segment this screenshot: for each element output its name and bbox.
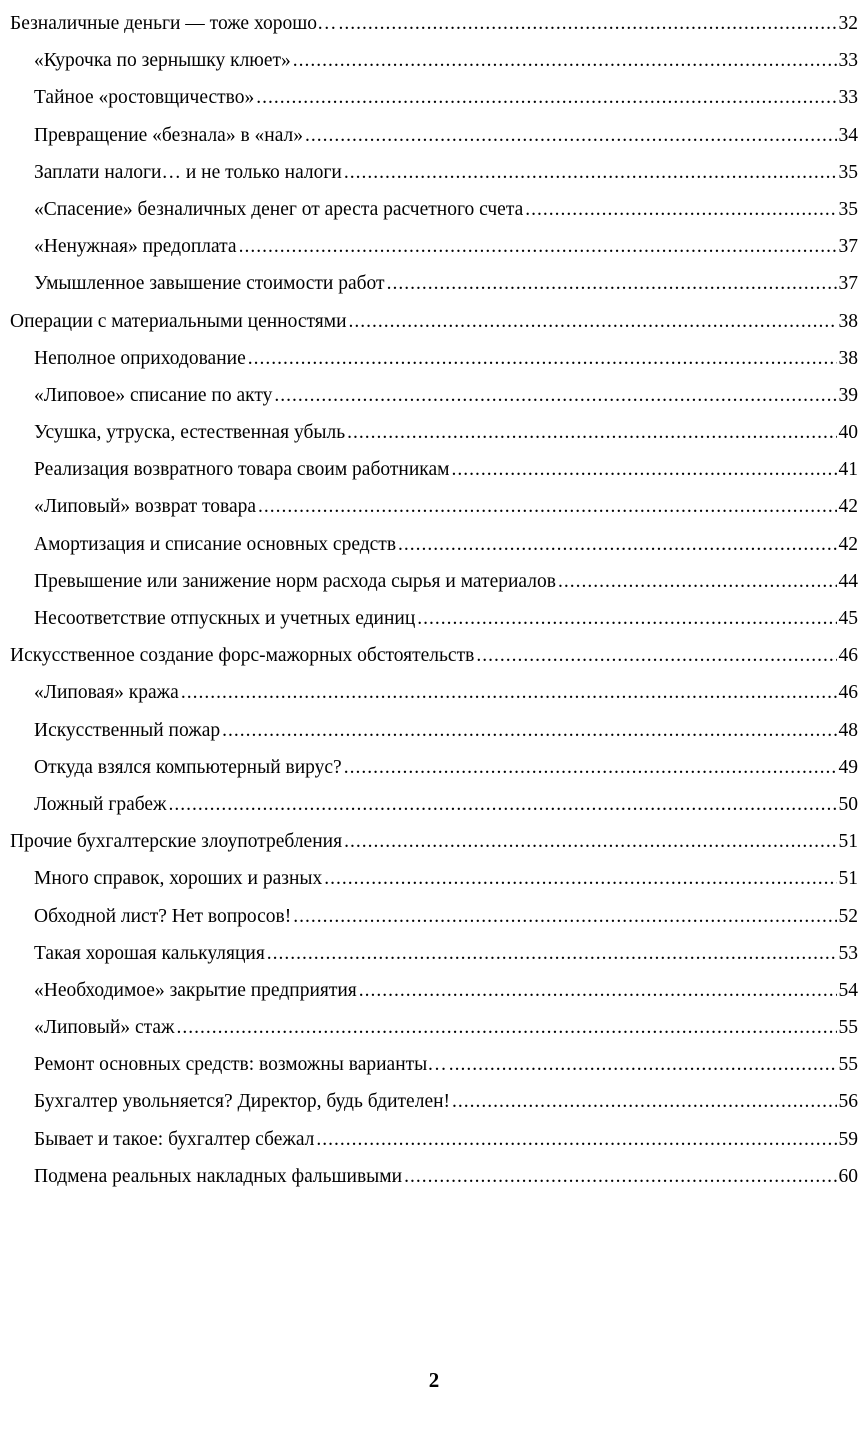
toc-entry-page: 50	[838, 793, 858, 815]
toc-entry-page: 35	[838, 161, 858, 183]
toc-dot-leader	[293, 898, 836, 935]
toc-entry-title: Несоответствие отпускных и учетных единиц	[34, 608, 416, 629]
toc-subsection	[10, 117, 858, 154]
toc-entry-page: 51	[838, 831, 858, 853]
toc-entry-title: Подмена реальных накладных фальшивыми	[34, 1165, 403, 1187]
toc-subsection	[10, 674, 858, 711]
toc-entry-page: 46	[838, 645, 858, 667]
toc-entry-page: 42	[838, 496, 858, 518]
toc-subsection	[10, 154, 858, 191]
toc-subsection	[10, 228, 858, 265]
toc-dot-leader	[558, 563, 837, 600]
toc-entry-page: 38	[838, 310, 858, 332]
toc-entry-title: «Курочка по зернышку клюет»	[34, 50, 291, 72]
toc-entry-page: 38	[838, 347, 858, 369]
toc-section	[10, 303, 858, 340]
toc-dot-leader	[417, 600, 836, 637]
toc-dot-leader	[248, 340, 837, 377]
toc-dot-leader	[181, 674, 837, 711]
toc-entry-title: Много справок, хороших и разных	[34, 868, 323, 890]
toc-entry-page: 52	[838, 905, 858, 927]
toc-entry-title: «Липовый» стаж	[34, 1017, 175, 1039]
toc-dot-leader	[449, 1046, 837, 1083]
toc-dot-leader	[347, 414, 836, 451]
toc-entry-page: 60	[838, 1165, 858, 1187]
toc-dot-leader	[169, 786, 837, 823]
toc-subsection	[10, 1121, 858, 1158]
toc-entry-page: 41	[838, 459, 858, 481]
toc-subsection	[10, 451, 858, 488]
toc-entry-title: Ложный грабеж	[34, 793, 167, 815]
toc-entry-title: Превращение «безнала» в «нал»	[34, 124, 304, 146]
toc-dot-leader	[256, 79, 836, 116]
toc-entry-title: Ремонт основных средств: возможны варианты…	[34, 1054, 447, 1076]
toc-dot-leader	[359, 972, 837, 1009]
toc-dot-leader	[349, 303, 837, 340]
toc-entry-title: Искусственное создание форс-мажорных обстоятельств	[10, 645, 475, 667]
toc-dot-leader	[177, 1009, 837, 1046]
toc-entry-title: Откуда взялся компьютерный вирус?	[34, 756, 342, 778]
toc-dot-leader	[344, 823, 836, 860]
toc-entry-page: 56	[838, 1091, 858, 1113]
toc-dot-leader	[316, 1121, 836, 1158]
toc-entry-page: 37	[838, 236, 858, 258]
toc-entry-page: 49	[838, 756, 858, 778]
toc-subsection	[10, 377, 858, 414]
toc-subsection	[10, 860, 858, 897]
toc-entry-title: «Необходимое» закрытие предприятия	[34, 979, 357, 1001]
toc-entry-title: Обходной лист? Нет вопросов!	[34, 905, 292, 927]
toc-dot-leader	[344, 154, 837, 191]
toc-entry-title: Амортизация и списание основных средств	[34, 533, 397, 555]
toc-dot-leader	[398, 526, 836, 563]
toc-dot-leader	[476, 637, 836, 674]
toc-dot-leader	[222, 712, 836, 749]
toc-entry-page: 40	[838, 422, 858, 444]
toc-subsection	[10, 79, 858, 116]
toc-dot-leader	[267, 935, 837, 972]
toc-subsection	[10, 898, 858, 935]
toc-entry-title: «Липовое» списание по акту	[34, 384, 273, 406]
toc-entry-title: Заплати налоги… и не только налоги	[34, 161, 342, 183]
toc-entry-title: Бывает и такое: бухгалтер сбежал	[34, 1128, 315, 1150]
toc-subsection	[10, 42, 858, 79]
toc-entry-page: 55	[838, 1017, 858, 1039]
toc-subsection	[10, 1009, 858, 1046]
toc-subsection	[10, 526, 858, 563]
toc-subsection	[10, 265, 858, 302]
page-number: 2	[428, 1368, 440, 1392]
toc-dot-leader	[387, 265, 837, 302]
toc-entry-title: Умышленное завышение стоимости работ	[34, 273, 385, 295]
toc-dot-leader	[305, 117, 836, 154]
toc-subsection	[10, 563, 858, 600]
toc-entry-page: 42	[838, 533, 858, 555]
toc-entry-page: 53	[838, 942, 858, 964]
toc-entry-page: 33	[838, 50, 858, 72]
toc-entry-page: 46	[838, 682, 858, 704]
toc-entry-page: 34	[838, 124, 858, 146]
toc-section	[10, 637, 858, 674]
toc-entry-page: 39	[838, 384, 858, 406]
toc-entry-page: 48	[838, 719, 858, 741]
toc-dot-leader	[258, 488, 836, 525]
toc-entry-title: Такая хорошая калькуляция	[34, 942, 265, 964]
toc-entry-page: 54	[838, 979, 858, 1001]
toc-dot-leader	[293, 42, 837, 79]
toc-dot-leader	[344, 749, 837, 786]
toc-entry-title: «Липовый» возврат товара	[34, 496, 257, 518]
toc-entry-title: «Спасение» безналичных денег от ареста расчетного счета	[34, 198, 524, 220]
toc-subsection	[10, 712, 858, 749]
toc-entry-page: 55	[838, 1054, 858, 1076]
toc-section	[10, 823, 858, 860]
toc-dot-leader	[338, 5, 836, 42]
toc-entry-page: 51	[838, 868, 858, 890]
toc-dot-leader	[274, 377, 836, 414]
toc-subsection	[10, 935, 858, 972]
toc-entry-title: Реализация возвратного товара своим работникам	[34, 459, 450, 481]
toc-entry-page: 37	[838, 273, 858, 295]
toc-subsection	[10, 191, 858, 228]
toc-entry-page: 35	[838, 198, 858, 220]
toc-dot-leader	[525, 191, 836, 228]
toc-entry-title: Тайное «ростовщичество»	[34, 87, 255, 109]
toc-entry-title: Превышение или занижение норм расхода сырья и материалов	[34, 570, 556, 592]
toc-subsection	[10, 340, 858, 377]
toc-subsection	[10, 786, 858, 823]
toc-subsection	[10, 1046, 858, 1083]
toc-dot-leader	[452, 1083, 836, 1120]
toc-entry-page: 44	[838, 570, 858, 592]
toc-subsection	[10, 972, 858, 1009]
table-of-contents	[10, 5, 858, 1195]
toc-entry-title: Операции с материальными ценностями	[10, 310, 347, 332]
toc-entry-page: 33	[838, 87, 858, 109]
toc-entry-title: Безналичные деньги — тоже хорошо…	[10, 13, 337, 34]
toc-entry-title: «Липовая» кража	[34, 682, 179, 704]
toc-entry-title: Бухгалтер увольняется? Директор, будь бдителен!	[34, 1091, 451, 1113]
toc-section	[10, 5, 858, 42]
toc-subsection	[10, 414, 858, 451]
toc-dot-leader	[404, 1158, 836, 1195]
toc-subsection	[10, 1158, 858, 1195]
toc-entry-title: Усушка, утруска, естественная убыль	[34, 422, 346, 444]
toc-entry-title: «Ненужная» предоплата	[34, 236, 237, 258]
toc-entry-title: Прочие бухгалтерские злоупотребления	[10, 831, 343, 853]
toc-dot-leader	[451, 451, 836, 488]
toc-entry-title: Неполное оприходование	[34, 347, 246, 369]
toc-entry-page: 32	[838, 13, 858, 34]
toc-dot-leader	[324, 860, 836, 897]
toc-subsection	[10, 1083, 858, 1120]
toc-dot-leader	[239, 228, 837, 265]
toc-entry-page: 59	[838, 1128, 858, 1150]
toc-entry-title: Искусственный пожар	[34, 719, 221, 741]
toc-subsection	[10, 488, 858, 525]
toc-entry-page: 45	[838, 608, 858, 629]
toc-subsection	[10, 749, 858, 786]
toc-subsection	[10, 600, 858, 637]
